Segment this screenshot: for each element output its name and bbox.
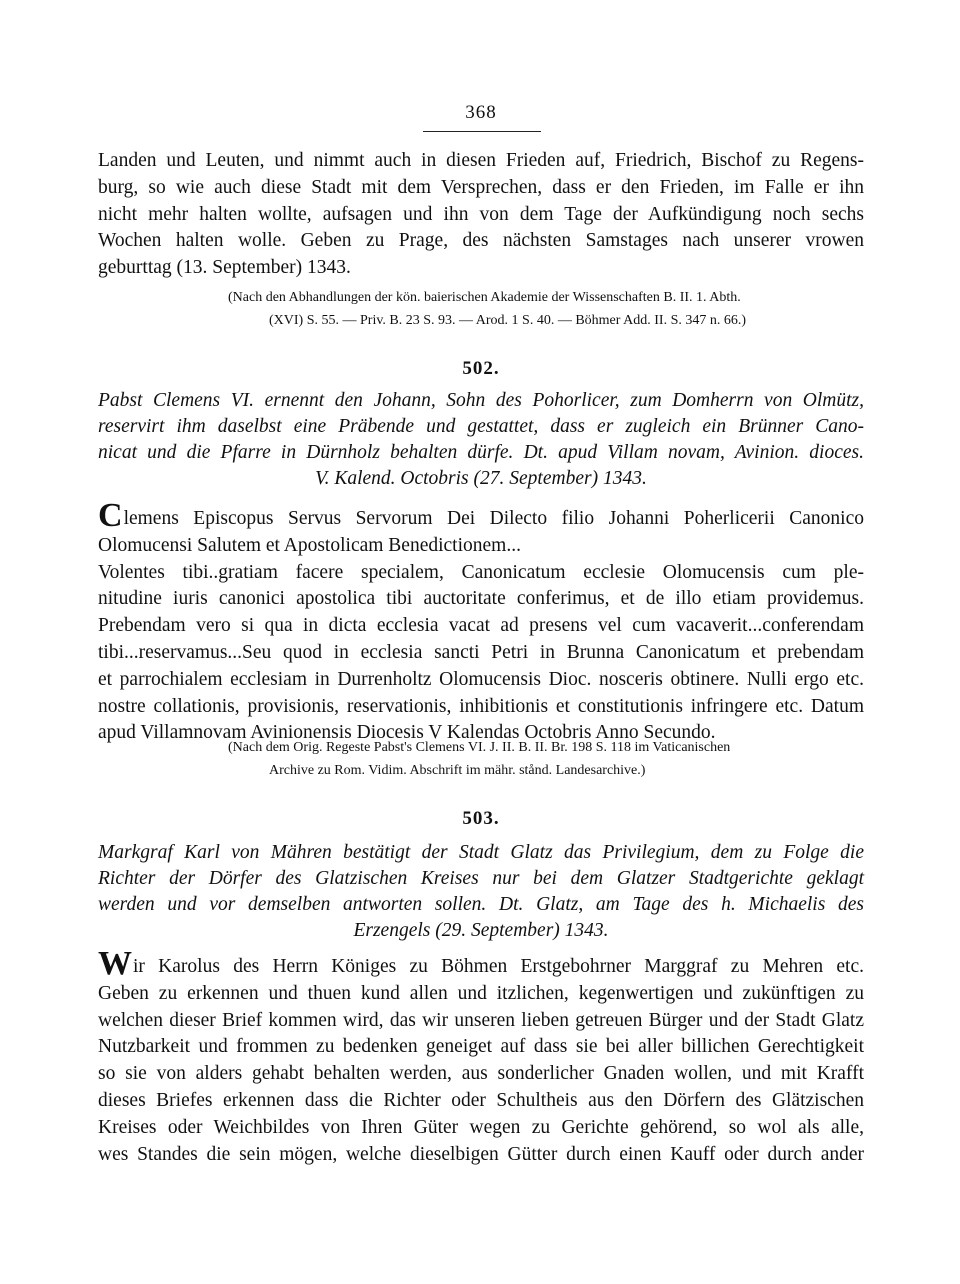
- source-line: (Nach den Abhandlungen der kön. baierischen Akademie der Wissenschaften B. II. 1. Abth.: [228, 290, 741, 305]
- text-line: nostre collationis, provisionis, reservationis, inhibitionis et constitutionis infringere etc. Datum: [98, 695, 864, 717]
- intro-source-note: [98, 286, 864, 332]
- source-line: (XVI) S. 55. — Priv. B. 23 S. 93. — Arod. 1 S. 40. — Böhmer Add. II. S. 347 n. 66.): [269, 313, 747, 328]
- text-line: dieses Briefes erkennen dass die Richter oder Schultheis aus den Dörfern des Glätzischen: [98, 1089, 864, 1111]
- regest-line: Markgraf Karl von Mähren bestätigt der Stadt Glatz das Privilegium, dem zu Folge die: [98, 842, 864, 863]
- text-line: so sie von alders gehabt behalten werden, aus sonderlicher Gnaden wollen, und mit Krafft: [98, 1063, 864, 1085]
- text-line-rest: ir Karolus des Herrn Königes zu Böhmen Erstgebohrner Marggraf zu Mehren etc.: [133, 956, 864, 977]
- regest-503: [98, 840, 864, 944]
- text-line: Nutzbarkeit und frommen zu bedenken geneiget auf dass sie bei aller billichen Gerechtigkeit: [98, 1036, 864, 1058]
- initial-letter: W: [98, 945, 132, 982]
- text-line: geburttag (13. September) 1343.: [98, 257, 351, 279]
- initial-letter: C: [98, 497, 123, 534]
- document-text-503: [98, 945, 864, 1168]
- text-line: Geben zu erkennen und thuen kund allen und itzlichen, kegenwertigen und zukünftigen zu: [98, 982, 864, 1004]
- text-line: Wochen halten wolle. Geben zu Prage, des nächsten Samstages nach unserer vrowen: [98, 230, 864, 252]
- document-text-502: [98, 497, 864, 747]
- text-line: Prebendam vero si qua in dicta ecclesia vacat ad presens vel cum vacaverit...conferendam: [98, 615, 864, 637]
- text-line-rest: lemens Episcopus Servus Servorum Dei Dilecto filio Johanni Poherlicerii Canonico: [123, 508, 864, 529]
- text-line: Volentes tibi..gratiam facere specialem, Canonicatum ecclesie Olomucensis cum ple-: [98, 561, 864, 583]
- text-line: wes Standes die sein mögen, welche dieselbigen Gütter durch einen Kauff oder durch ander: [98, 1143, 864, 1165]
- text-line: burg, so wie auch diese Stadt mit dem Versprechen, dass er den Frieden, im Falle er ihn: [98, 176, 864, 198]
- regest-line: Pabst Clemens VI. ernennt den Johann, Sohn des Pohorlicer, zum Domherrn von Olmütz,: [98, 390, 864, 411]
- intro-text: [98, 148, 864, 282]
- source-note-502: [98, 736, 864, 782]
- text-line: nicht mehr halten wollte, aufsagen und ihn von dem Tage der Aufkündigung noch sechs: [98, 203, 864, 225]
- text-line: [98, 497, 864, 534]
- regest-line: reservirt ihm daselbst eine Präbende und gestattet, dass er zugleich ein Brünner Cano-: [98, 416, 864, 437]
- text-line: [98, 945, 864, 982]
- text-line: Kreises oder Weichbildes von Ihren Güter wegen zu Gerichte gehörend, so wol als alle,: [98, 1116, 864, 1138]
- regest-502: [98, 388, 864, 492]
- document-number-502: 502.: [462, 358, 500, 379]
- header-rule: [423, 131, 541, 132]
- text-line: Olomucensi Salutem et Apostolicam Benedictionem...: [98, 534, 521, 556]
- text-line: apud Villamnovam Avinionensis Diocesis V Kalendas Octobris Anno Secundo.: [98, 722, 716, 744]
- page-number: 368: [465, 102, 497, 123]
- text-line: et parrochialem ecclesiam in Durrenholtz Olomucensis Dioc. nosceris obtinere. Nulli ergo etc.: [98, 668, 864, 690]
- regest-line: werden und vor demselben antworten sollen. Dt. Glatz, am Tage des h. Michaelis des: [98, 894, 864, 915]
- text-line: nitudine iuris canonici apostolica tibi auctoritate conferimus, et de illo etiam providemus.: [98, 588, 864, 610]
- intro-paragraph: [98, 148, 864, 282]
- document-number-503: 503.: [462, 808, 500, 829]
- text-line: Landen und Leuten, und nimmt auch in diesen Frieden auf, Friedrich, Bischof zu Regens-: [98, 150, 864, 171]
- regest-line: Erzengels (29. September) 1343.: [353, 920, 609, 941]
- regest-line: V. Kalend. Octobris (27. September) 1343.: [315, 468, 647, 489]
- source-line: (Nach dem Orig. Regeste Pabst's Clemens VI. J. II. B. II. Br. 198 S. 118 im Vaticanischen: [228, 740, 731, 755]
- text-line: tibi...reservamus...Seu quod in ecclesia sancti Petri in Brunna Canonicatum et prebendam: [98, 641, 864, 663]
- source-line: Archive zu Rom. Vidim. Abschrift im mähr. stånd. Landesarchive.): [269, 763, 646, 778]
- regest-line: nicat und die Pfarre in Dürnholz behalten dürfe. Dt. apud Villam novam, Avinion. dioces.: [98, 442, 864, 463]
- text-line: welchen dieser Brief kommen wird, das wir unseren lieben getreuen Bürger und der Stadt Glatz: [98, 1009, 864, 1031]
- regest-line: Richter der Dörfer des Glatzischen Kreises nur bei dem Glatzer Stadtgerichte geklagt: [98, 868, 864, 889]
